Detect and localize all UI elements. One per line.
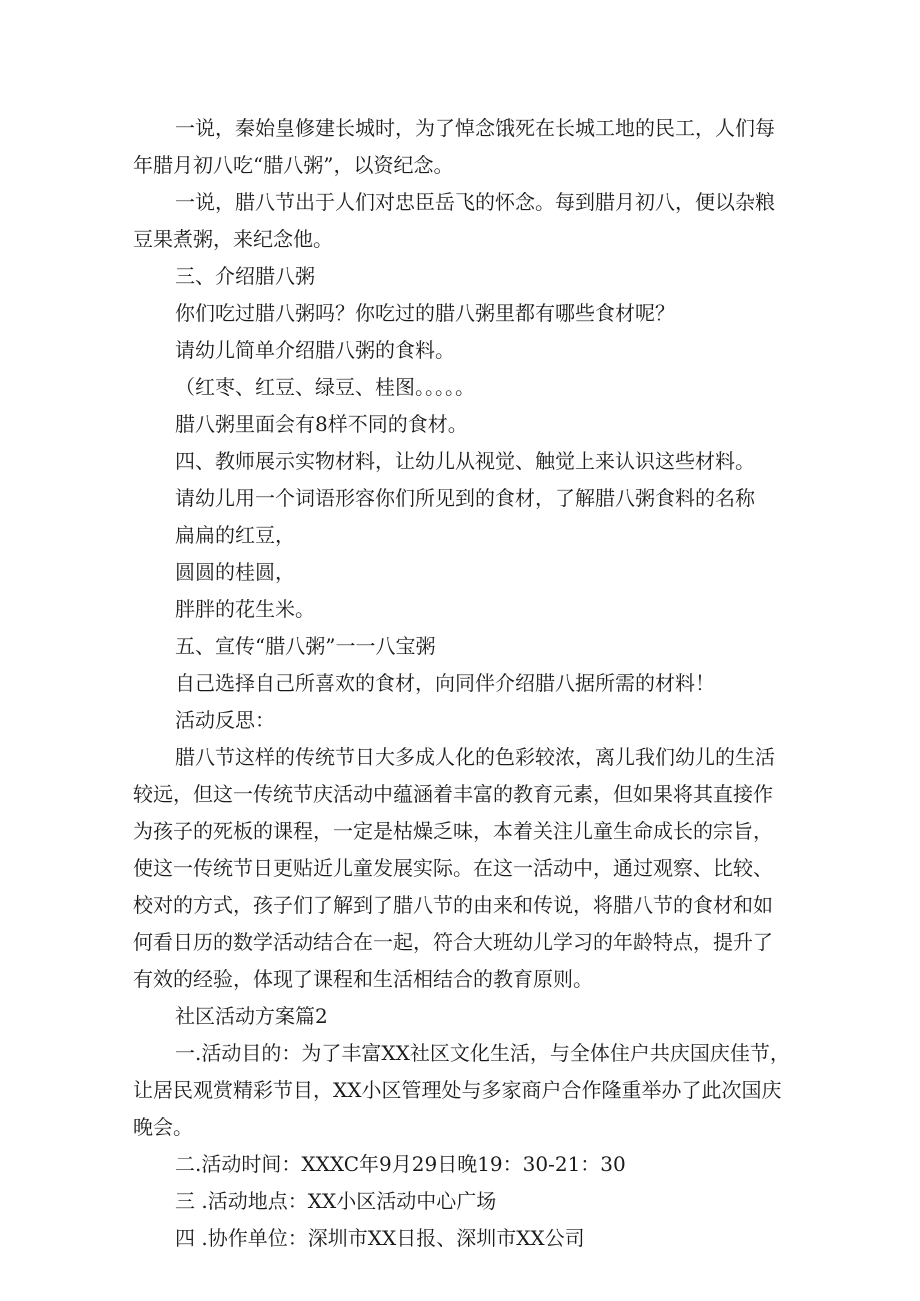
text-line: 四 .协作单位：深圳市XX日报、深圳市XX公司 — [175, 1226, 585, 1250]
text-line: 较远，但这一传统节庆活动中蕴涵着丰富的教育元素，但如果将其直接作 — [133, 782, 773, 806]
text-line: 一说，秦始皇修建长城时，为了悼念饿死在长城工地的民工，人们每 — [175, 116, 775, 140]
text-line: 有效的经验，体现了课程和生活相结合的教育原则。 — [133, 967, 593, 991]
document-body — [133, 110, 790, 1257]
text-line: 圆圆的桂圆， — [175, 560, 295, 584]
text-line: 豆果煮粥，来纪念他。 — [133, 227, 333, 251]
text-line: 让居民观赏精彩节目，XX小区管理处与多家商户合作隆重举办了此次国庆 — [133, 1078, 782, 1102]
text-line: 使这一传统节日更贴近儿童发展实际。在这一活动中，通过观察、比较、 — [133, 856, 773, 880]
text-line: 请幼儿简单介绍腊八粥的食料。 — [175, 338, 455, 362]
text-line: 晚会。 — [133, 1115, 193, 1139]
text-line: 一.活动目的：为了丰富XX社区文化生活，与全体住户共庆国庆佳节， — [175, 1041, 790, 1065]
text-line: 扁扁的红豆， — [175, 523, 295, 547]
text-line: 三 .活动地点：XX小区活动中心广场 — [175, 1189, 497, 1213]
text-line: 五、宣传“腊八粥”一一八宝粥 — [175, 634, 436, 658]
text-line: 为孩子的死板的课程，一定是枯燥乏味，本着关注儿童生命成长的宗旨， — [133, 819, 773, 843]
text-line: 你们吃过腊八粥吗？你吃过的腊八粥里都有哪些食材呢？ — [175, 301, 675, 325]
text-line: 校对的方式，孩子们了解到了腊八节的由来和传说，将腊八节的食材和如 — [133, 893, 773, 917]
text-line: 胖胖的花生米。 — [175, 597, 315, 621]
text-line: 年腊月初八吃“腊八粥”，以资纪念。 — [133, 153, 454, 177]
text-line: 一说，腊八节出于人们对忠臣岳飞的怀念。每到腊月初八，便以杂粮 — [175, 190, 775, 214]
text-line: 三、介绍腊八粥 — [175, 264, 315, 288]
text-line: 自己选择自己所喜欢的食材，向同伴介绍腊八据所需的材料！ — [175, 671, 715, 695]
text-line: 腊八节这样的传统节日大多成人化的色彩较浓，离儿我们幼儿的生活 — [175, 745, 775, 769]
text-line: 四、教师展示实物材料，让幼儿从视觉、触觉上来认识这些材料。 — [175, 449, 755, 473]
text-line: 社区活动方案篇2 — [175, 1004, 328, 1028]
text-line: 活动反思： — [175, 708, 275, 732]
text-line: 二.活动时间：XXXC年9月29日晚19：30-21：30 — [175, 1152, 626, 1176]
text-line: 请幼儿用一个词语形容你们所见到的食材，了解腊八粥食料的名称 — [175, 486, 755, 510]
text-line: （红枣、红豆、绿豆、桂图。。。。。 — [175, 375, 475, 399]
text-line: 腊八粥里面会有8样不同的食材。 — [175, 412, 468, 436]
text-line: 何看日历的数学活动结合在一起，符合大班幼儿学习的年龄特点，提升了 — [133, 930, 773, 954]
